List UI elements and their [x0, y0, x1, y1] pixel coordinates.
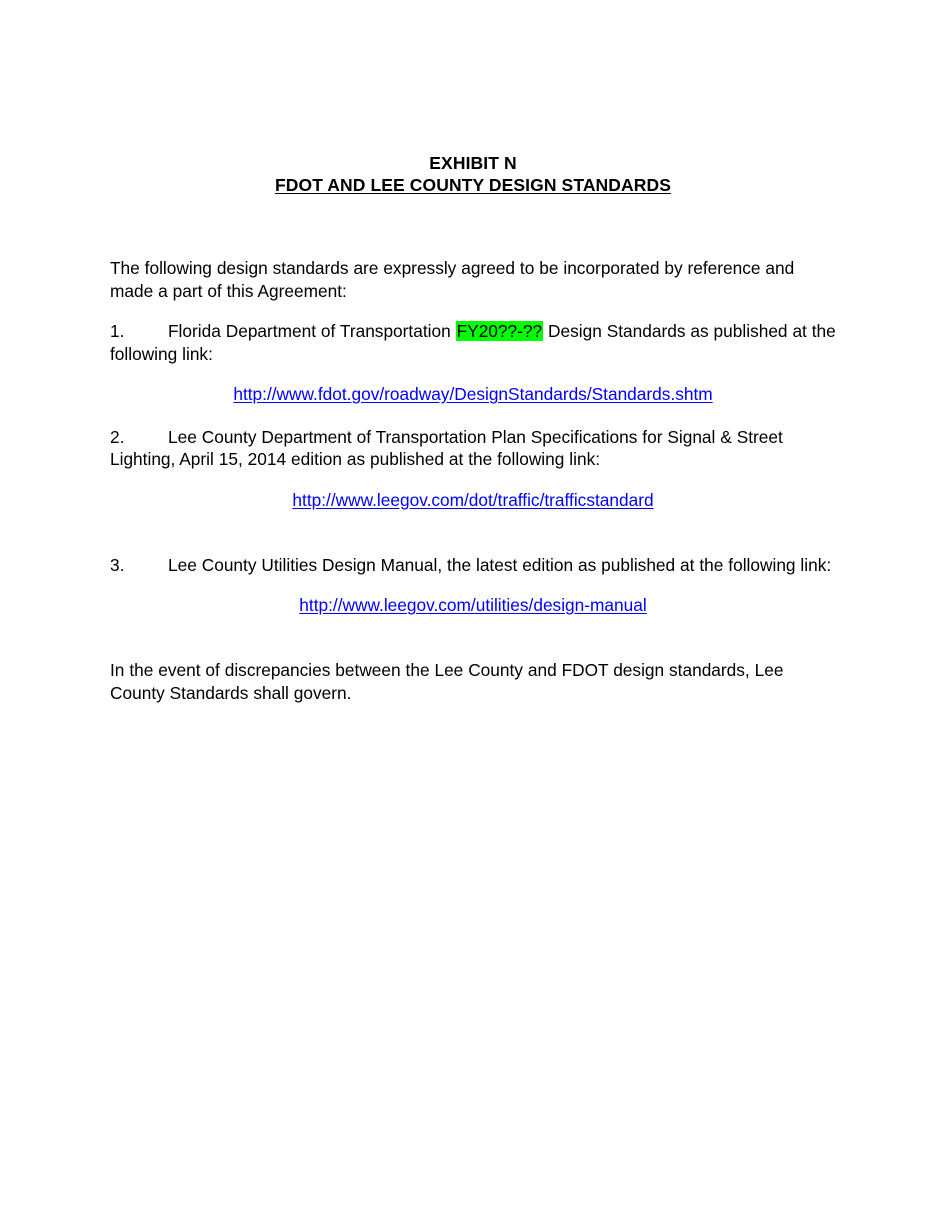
paragraph-spacer-2 [110, 619, 836, 642]
fdot-design-standards-link[interactable]: http://www.fdot.gov/roadway/DesignStandards/Standards.shtm [233, 384, 713, 404]
leegov-traffic-standard-link[interactable]: http://www.leegov.com/dot/traffic/trafficstandard [292, 489, 654, 510]
list-item-1-text-before-highlight: Florida Department of Transportation [168, 321, 456, 341]
page-title-line-1: EXHIBIT N [429, 153, 517, 173]
closing-paragraph: In the event of discrepancies between the Lee County and FDOT design standards, Lee County Standards shall govern. [110, 660, 784, 703]
document-title-block [110, 152, 836, 196]
list-item-1-text-after-highlight: Design Standards as published at the following link: [110, 321, 836, 364]
fiscal-year-highlight: FY20??-?? [456, 321, 543, 341]
list-item-1-number: 1. [110, 321, 125, 341]
list-item-3-text: Lee County Utilities Design Manual, the latest edition as published at the following link: [168, 554, 832, 575]
document-content [110, 152, 836, 704]
link-row-1 [110, 383, 836, 408]
list-item-1 [110, 320, 836, 365]
list-item-3-number: 3. [110, 554, 125, 575]
link-row-2 [110, 489, 836, 514]
paragraph-spacer-1 [110, 513, 836, 536]
intro-paragraph: The following design standards are expressly agreed to be incorporated by reference and made a part of this Agreement: [110, 258, 795, 301]
page-title-line-2: FDOT AND LEE COUNTY DESIGN STANDARDS [274, 175, 672, 195]
list-item-3 [110, 554, 836, 577]
link-row-3 [110, 594, 836, 619]
list-item-2 [110, 426, 836, 471]
leegov-utilities-design-manual-link[interactable]: http://www.leegov.com/utilities/design-manual [299, 595, 647, 615]
list-item-2-text: Lee County Department of Transportation Plan Specifications for Signal & Street Lighting, April 15, 2014 edition as published at the following link: [110, 426, 783, 469]
list-item-2-number: 2. [110, 426, 125, 447]
